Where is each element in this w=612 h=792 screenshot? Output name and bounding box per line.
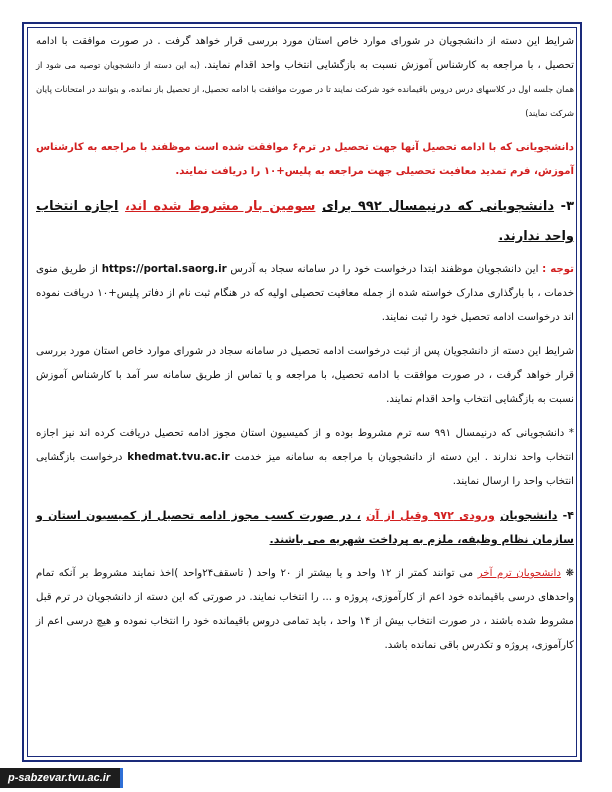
paragraph-attention [36,258,574,330]
document-body [36,30,574,658]
paragraph-text: درخواست بازگشایی انتخاب واحد را ارسال نمایند. [36,452,574,487]
heading-highlight: ورودی ۹۷۲ وقبل از آن [366,509,495,522]
section-3-heading [36,192,574,252]
heading-text: دانشجویانی که درنیمسال ۹۹۲ برای [322,199,555,214]
section-number: ۴- [562,509,574,522]
paragraph-sajad-conditions: شرایط این دسته از دانشجویان پس از ثبت درخواست ادامه تحصیل در سامانه سجاد در شورای موارد خاص استان مورد بررسی قرار خواهد گرفت ، در صورت موافقت با ادامه تحصیل، با مراجعه و یا تماس از طریق سامانه سر آمد با کارشناس آموزش نسبت به بازگشایی انتخاب واحد اقدام نمایند. [36,346,574,405]
attention-label: توجه : [542,264,574,275]
paragraph-text: از طریق منوی خدمات ، با بارگذاری مدارک خواسته شده از جمله معافیت تحصیلی اولیه که در هنگام ثبت نام از دفاتر پلیس+۱۰ دریافت نموده اند درخواست ادامه تحصیل خود را ثبت نمایند. [36,264,574,323]
paragraph-note: (به این دسته از دانشجویان توصیه می شود از همان جلسه اول در کلاسهای درس دروس باقیمانده خود شرکت نمایند تا در صورت موافقت با ادامه تحصیل، از تحصیل باز نمانده، و بتوانند در امتحانات پایان شرکت نمایند) [36,60,574,118]
paragraph-text: می توانند کمتر از ۱۲ واحد و یا بیشتر از ۲۰ واحد ( تاسقف۲۴واحد )اخذ نمایند مشروط بر آنکه تمام واحدهای درسی باقیمانده خود اعم از کارآموزی، پروژه و ... را انتخاب نمایند. در صورتی که این دسته از دانشجویان در ترم قبل مشروط شده باشند ، در صورت انتخاب بیش از ۱۴ واحد ، باید تمامی دروس باقیمانده خود را انتخاب نموده و هیچ درسی اعم از کارآموزی، پروژه و تکدرس باقی نمانده باشد. [36,568,574,651]
heading-text: دانشجویان [500,509,558,522]
bullet-icon: ❋ [565,568,574,579]
portal-url-link[interactable]: https://portal.saorg.ir [101,264,227,275]
khedmat-url-link[interactable]: khedmat.tvu.ac.ir [127,452,230,463]
section-number: ۳- [560,199,574,214]
paragraph-text: * دانشجویانی که درنیمسال ۹۹۱ سه ترم مشروط بوده و از کمیسیون استان مجوز ادامه تحصیل دریافت کرده اند نیز اجازه انتخاب واحد ندارند . این دسته از دانشجویان با مراجعه به سامانه میز خدمت [36,428,575,463]
paragraph-final-term [36,562,574,658]
paragraph-991-students [36,422,574,494]
footer [0,760,612,792]
heading-text: اجازه انتخاب واحد ندارند. [36,199,574,244]
heading-text: ، در صورت کسب مجوز ادامه تحصیل از کمیسیون استان و سازمان نظام وظیفه، ملزم به پرداخت شهریه می باشند. [36,509,574,546]
paragraph-commission-conditions [36,30,574,126]
paragraph-highlight: دانشجویان ترم آخر [477,568,561,579]
site-url-badge[interactable]: p-sabzevar.tvu.ac.ir [0,768,123,788]
heading-highlight: سومین بار مشروط شده اند، [125,199,316,214]
paragraph-text: این دانشجویان موظفند ابتدا درخواست خود را در سامانه سجاد به آدرس [230,264,539,275]
paragraph-text: شرایط این دسته از دانشجویان در شورای موارد خاص استان مورد بررسی قرار خواهد گرفت . در صورت موافقت با ادامه تحصیل ، با مراجعه به کارشناس آموزش نسبت به بازگشایی انتخاب واحد اقدام نمایند. [36,36,574,71]
paragraph-exemption-notice: دانشجویانی که با ادامه تحصیل آنها جهت تحصیل در ترم۶ موافقت شده است موظفند با مراجعه به کارشناس آموزش، فرم تمدید معافیت تحصیلی جهت مراجعه به پلیس+۱۰ را دریافت نمایند. [36,142,574,177]
section-4-heading [36,504,574,552]
